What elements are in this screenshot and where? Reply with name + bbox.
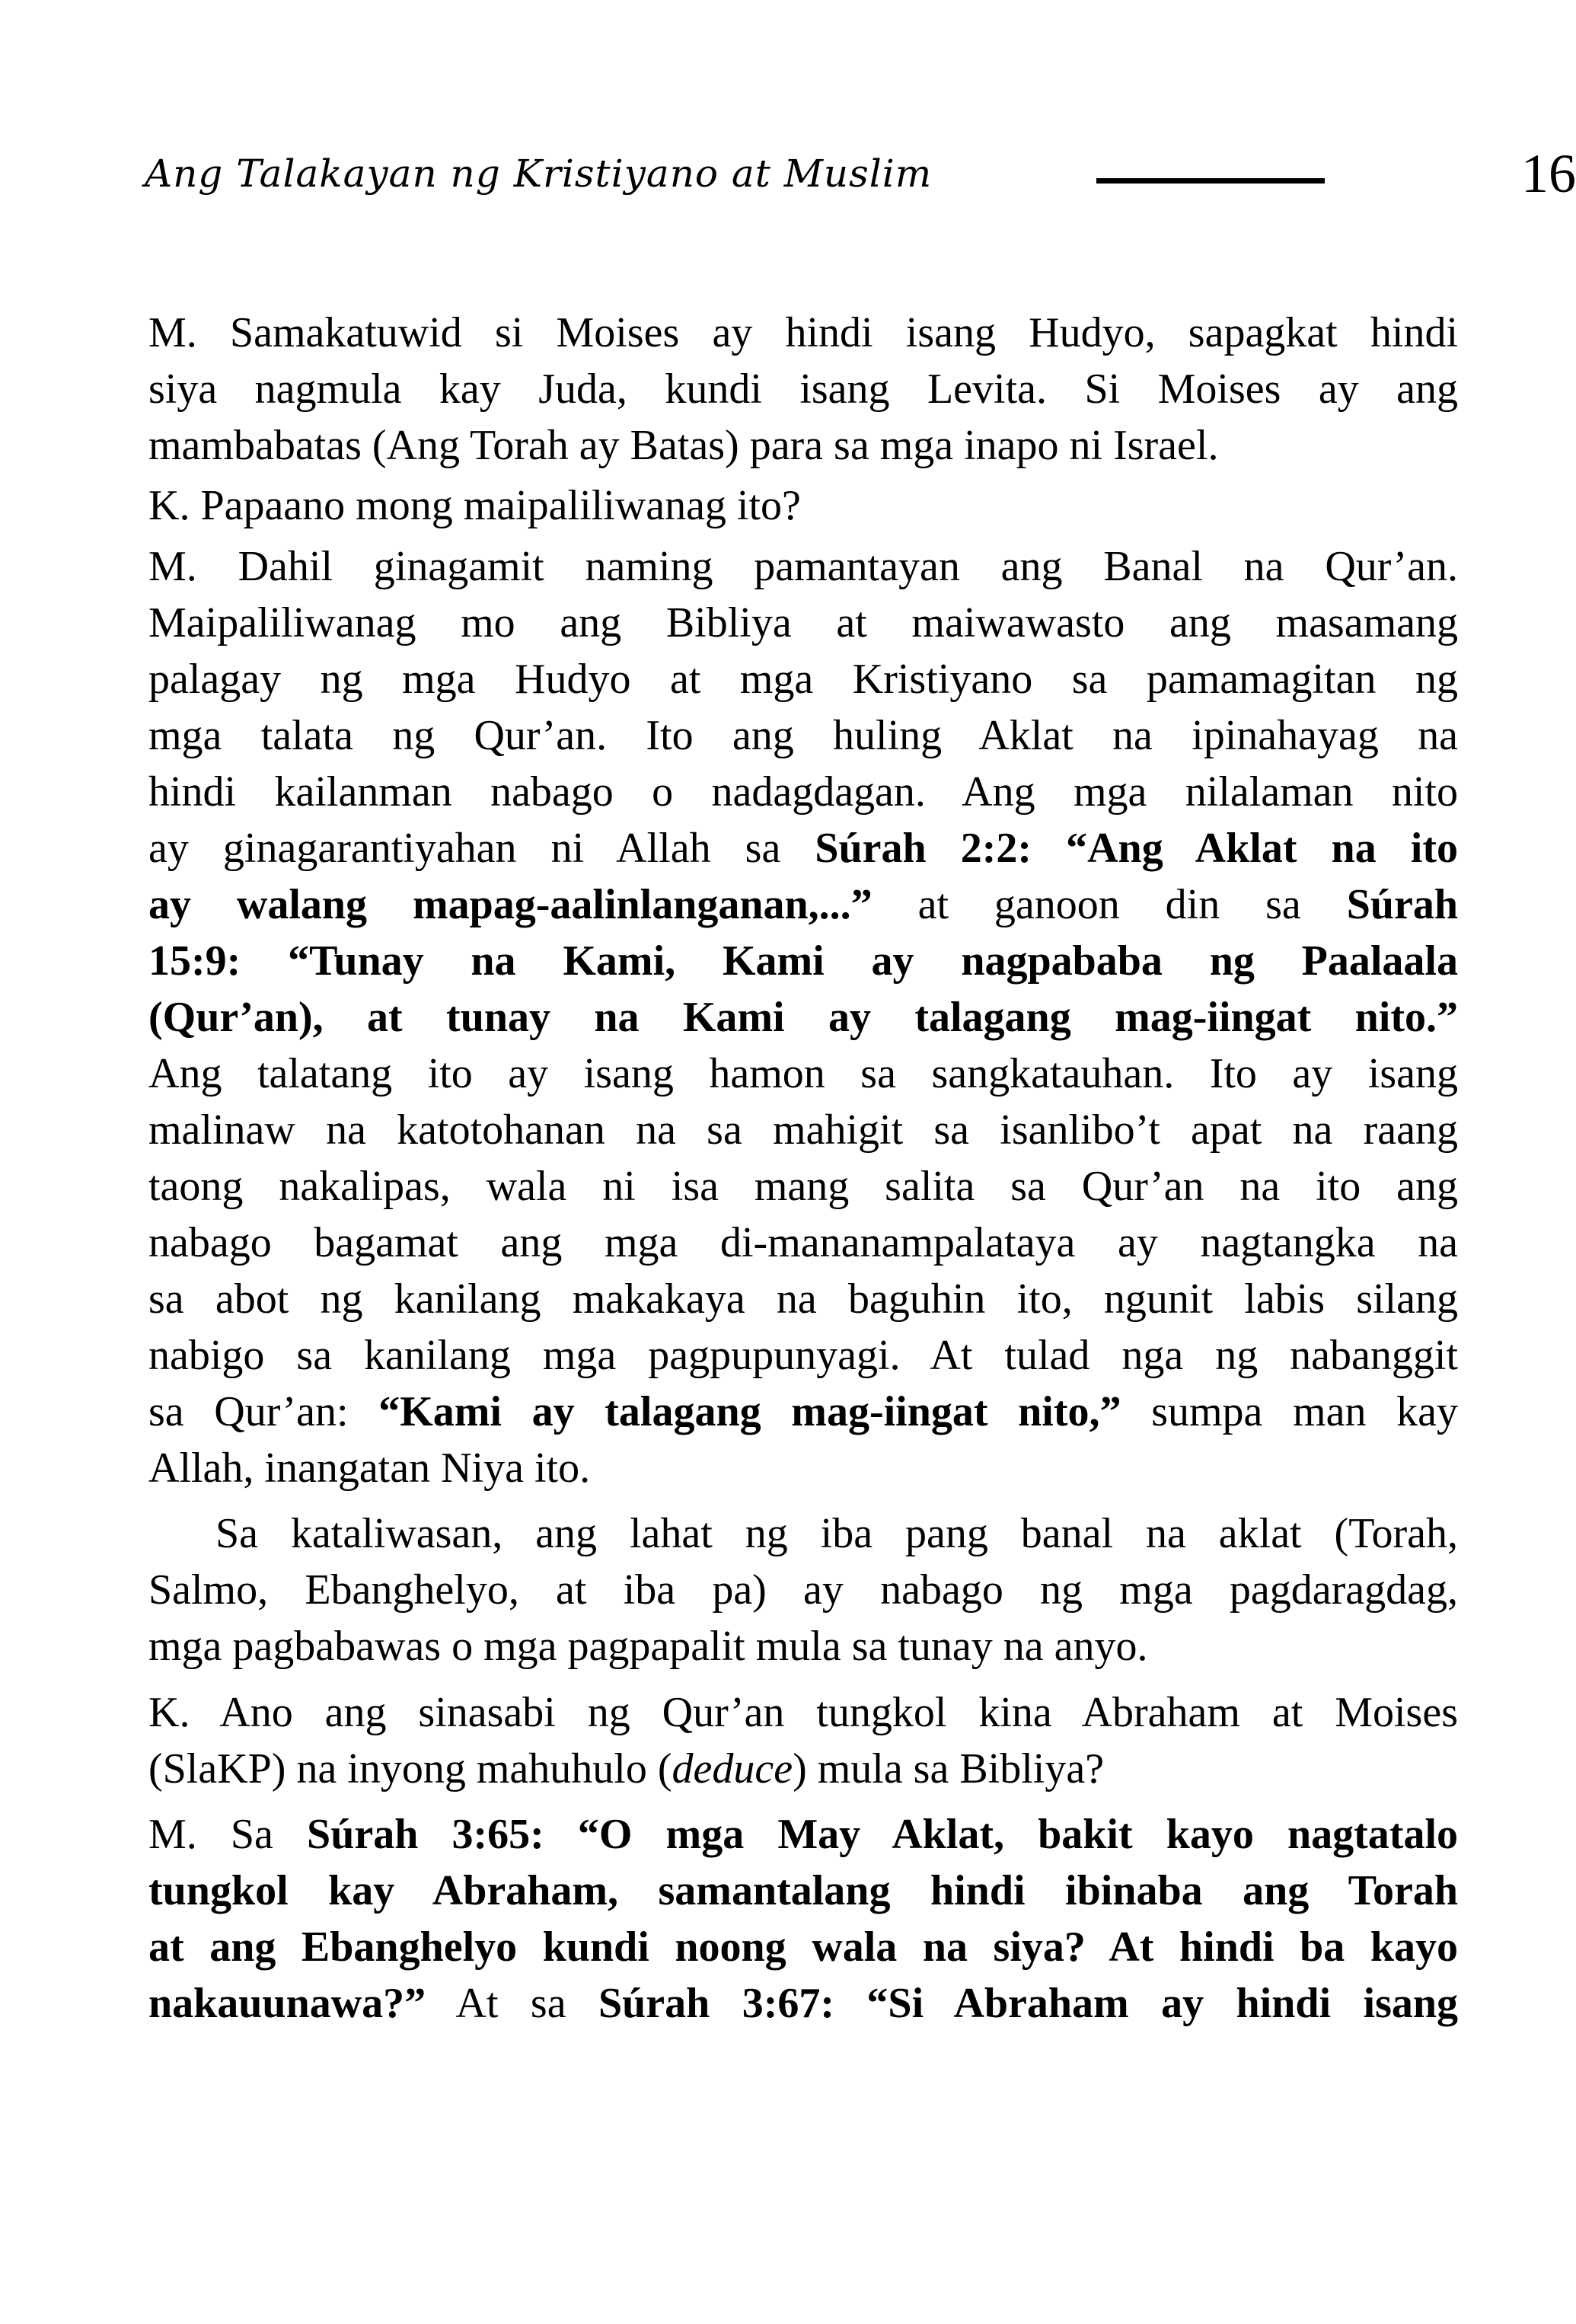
text-line: Maipaliliwanag mo ang Bibliya at maiwawasto ang masamang [148, 599, 1458, 646]
text-line: siya nagmula kay Juda, kundi isang Levita. Si Moises ay ang [148, 366, 1458, 413]
running-header [145, 143, 1576, 212]
text-line: K. Papaano mong maipaliliwanag ito? [148, 482, 801, 529]
text-line: at ang Ebanghelyo kundi noong wala na siya? At hindi ba kayo [148, 1923, 1458, 1971]
text-line: Ang talatang ito ay isang hamon sa sangkatauhan. Ito ay isang [148, 1050, 1458, 1097]
text-line: Sa kataliwasan, ang lahat ng iba pang banal na aklat (Torah, [215, 1510, 1458, 1557]
text-line: M. Sa Súrah 3:65: “O mga May Aklat, bakit kayo nagtatalo [148, 1811, 1459, 1858]
text-line: M. Samakatuwid si Moises ay hindi isang Hudyo, sapagkat hindi [148, 309, 1458, 356]
text-line: ay ginagarantiyahan ni Allah sa Súrah 2:2: “Ang Aklat na ito [148, 825, 1458, 872]
text-line: nabigo sa kanilang mga pagpupunyagi. At tulad nga ng nabanggit [148, 1332, 1458, 1379]
text-line: malinaw na katotohanan na sa mahigit sa isanlibo’t apat na raang [148, 1106, 1458, 1154]
text-line: 15:9: “Tunay na Kami, Kami ay nagpababa ng Paalaala [148, 937, 1458, 985]
text-line: palagay ng mga Hudyo at mga Kristiyano sa pamamagitan ng [148, 656, 1458, 703]
text-line: hindi kailanman nabago o nadagdagan. Ang mga nilalaman nito [148, 768, 1458, 816]
book-title: Ang Talakayan ng Kristiyano at Muslim [145, 152, 933, 196]
text-line: Salmo, Ebanghelyo, at iba pa) ay nabago ng mga pagdaragdag, [148, 1566, 1458, 1614]
text-line: taong nakalipas, wala ni isa mang salita sa Qur’an na ito ang [148, 1163, 1458, 1210]
text-line: mga talata ng Qur’an. Ito ang huling Aklat na ipinahayag na [148, 712, 1458, 759]
text-line: (Qur’an), at tunay na Kami ay talagang mag-iingat nito.” [148, 994, 1458, 1041]
header-rule [1096, 178, 1325, 184]
text-line: nakauunawa?” At sa Súrah 3:67: “Si Abraham ay hindi isang [148, 1980, 1459, 2027]
text-line: M. Dahil ginagamit naming pamantayan ang Banal na Qur’an. [148, 543, 1458, 590]
text-line: mga pagbabawas o mga pagpapalit mula sa tunay na anyo. [148, 1623, 1148, 1670]
text-line: Allah, inangatan Niya ito. [148, 1445, 591, 1492]
text-line: mambabatas (Ang Torah ay Batas) para sa mga inapo ni Israel. [148, 422, 1219, 469]
text-line: nabago bagamat ang mga di-mananampalataya ay nagtangka na [148, 1219, 1458, 1266]
page-number: 16 [1521, 143, 1576, 204]
text-line: tungkol kay Abraham, samantalang hindi ibinaba ang Torah [148, 1867, 1458, 1914]
text-line: sa abot ng kanilang makakaya na baguhin ito, ngunit labis silang [148, 1275, 1458, 1323]
text-line: K. Ano ang sinasabi ng Qur’an tungkol kina Abraham at Moises [148, 1689, 1458, 1736]
text-line: (SlaKP) na inyong mahuhulo (deduce) mula sa Bibliya? [148, 1745, 1105, 1792]
text-line: ay walang mapag-aalinlanganan,...” at ganoon din sa Súrah [148, 881, 1458, 928]
text-line: sa Qur’an: “Kami ay talagang mag-iingat nito,” sumpa man kay [148, 1388, 1458, 1435]
